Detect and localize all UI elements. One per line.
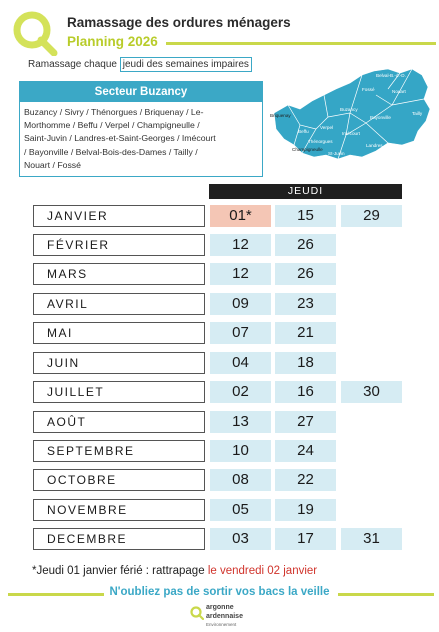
date-cell: 08	[210, 469, 271, 491]
date-cell: 02	[210, 381, 271, 403]
month-label: MAI	[33, 322, 205, 344]
month-label: JANVIER	[33, 205, 205, 227]
month-label: FÉVRIER	[33, 234, 205, 256]
schedule-row-septembre	[0, 440, 439, 462]
holiday-footnote	[32, 565, 317, 577]
schedule-row-juin	[0, 352, 439, 374]
schedule-row-fevrier	[0, 234, 439, 256]
schedule-row-novembre	[0, 499, 439, 521]
date-cell: 18	[275, 352, 336, 374]
reminder-text: N'oubliez pas de sortir vos bacs la veille	[109, 586, 330, 598]
sector-box	[19, 81, 263, 177]
month-label: AOÛT	[33, 411, 205, 433]
date-cell: 12	[210, 263, 271, 285]
schedule-row-juillet	[0, 381, 439, 403]
map-label: Verpel	[320, 125, 334, 130]
month-label: AVRIL	[33, 293, 205, 315]
footnote-text: *Jeudi 01 janvier férié : rattrapage	[32, 565, 205, 577]
schedule-row-janvier	[0, 205, 439, 227]
month-label: NOVEMBRE	[33, 499, 205, 521]
schedule-row-aout	[0, 411, 439, 433]
date-cell: 07	[210, 322, 271, 344]
map-label: Fossé	[362, 87, 375, 92]
date-cell: 19	[275, 499, 336, 521]
collection-frequency	[28, 59, 252, 70]
map-label: Beffu	[298, 129, 309, 134]
date-cell-holiday: 01*	[210, 205, 271, 227]
towns-line: Buzancy / Sivry / Thénorgues / Briquenay / Le-	[24, 107, 204, 117]
date-cell: 09	[210, 293, 271, 315]
date-cell: 17	[275, 528, 336, 550]
date-cell: 03	[210, 528, 271, 550]
month-label: OCTOBRE	[33, 469, 205, 491]
schedule-row-avril	[0, 293, 439, 315]
footer-logo-icon	[190, 606, 204, 620]
footnote-highlight: le vendredi 02 janvier	[207, 565, 318, 577]
frequency-prefix: Ramassage chaque	[28, 59, 117, 70]
date-cell: 30	[341, 381, 402, 403]
logo-q-icon	[10, 10, 58, 56]
date-cell: 31	[341, 528, 402, 550]
footer-logo-line1: argonne	[206, 604, 234, 611]
map-label: Tailly	[412, 111, 423, 116]
date-cell: 23	[275, 293, 336, 315]
map-label: Briquenay	[270, 113, 291, 118]
date-cell: 29	[341, 205, 402, 227]
month-label: MARS	[33, 263, 205, 285]
footer-logo-line3: Environnement	[206, 622, 237, 627]
map-label: Bayonville	[370, 115, 391, 120]
schedule-row-octobre	[0, 469, 439, 491]
day-column-header: JEUDI	[209, 184, 402, 199]
map-label: St-Juvin	[328, 151, 345, 156]
page-subtitle: Planning 2026	[67, 34, 158, 49]
map-label: Imécourt	[342, 131, 360, 136]
schedule-row-decembre	[0, 528, 439, 550]
date-cell: 12	[210, 234, 271, 256]
sector-map	[266, 65, 434, 163]
footer-logo	[190, 604, 260, 630]
month-label: SEPTEMBRE	[33, 440, 205, 462]
map-label: Landres	[366, 143, 383, 148]
date-cell: 24	[275, 440, 336, 462]
schedule-row-mai	[0, 322, 439, 344]
map-label: Thénorgues	[308, 139, 333, 144]
date-cell: 26	[275, 234, 336, 256]
date-cell: 21	[275, 322, 336, 344]
map-label: Nouart	[392, 89, 406, 94]
date-cell: 13	[210, 411, 271, 433]
map-label: Belval-B.-d.-D.	[376, 73, 406, 78]
footer-logo-line2: ardennaise	[206, 613, 243, 620]
date-cell: 16	[275, 381, 336, 403]
title-divider	[166, 42, 436, 45]
towns-line: Saint-Juvin / Landres-et-Saint-Georges / Imécourt	[24, 133, 216, 144]
schedule-row-mars	[0, 263, 439, 285]
sector-title: Secteur Buzancy	[20, 82, 262, 102]
date-cell: 10	[210, 440, 271, 462]
month-label: DECEMBRE	[33, 528, 205, 550]
month-label: JUIN	[33, 352, 205, 374]
date-cell: 15	[275, 205, 336, 227]
towns-line: / Bayonville / Belval-Bois-des-Dames / Tailly /	[24, 146, 198, 157]
date-cell: 05	[210, 499, 271, 521]
date-cell: 27	[275, 411, 336, 433]
towns-line: Nouart / Fossé	[24, 159, 81, 170]
frequency-highlight: jeudi des semaines impaires	[120, 57, 252, 72]
page-title: Ramassage des ordures ménagers	[67, 15, 291, 30]
towns-line: Morthomme / Beffu / Verpel / Champigneulle /	[24, 120, 200, 131]
date-cell: 26	[275, 263, 336, 285]
month-label: JUILLET	[33, 381, 205, 403]
map-label: Champigneulle	[292, 147, 323, 152]
sector-towns	[20, 102, 262, 172]
date-cell: 04	[210, 352, 271, 374]
map-label: Buzancy	[340, 107, 358, 112]
date-cell: 22	[275, 469, 336, 491]
